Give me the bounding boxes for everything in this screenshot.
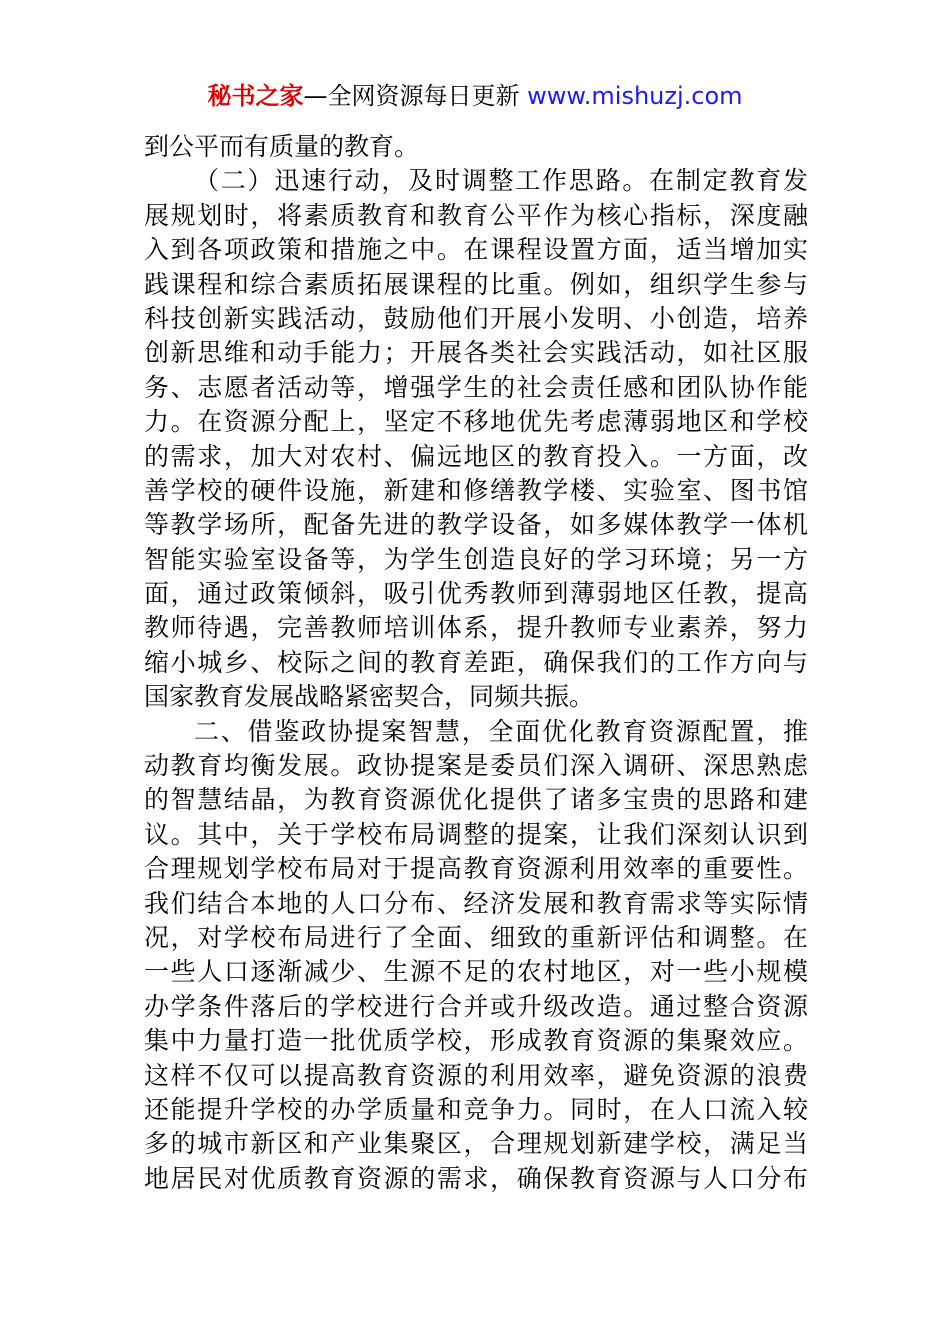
text-line: 合理规划学校布局对于提高教育资源利用效率的重要性。 (144, 854, 808, 884)
page-header (0, 80, 950, 112)
text-line: 办学条件落后的学校进行合并或升级改造。通过整合资源 (144, 991, 808, 1021)
text-line: 还能提升学校的办学质量和竞争力。同时，在人口流入较 (144, 1094, 808, 1124)
text-line: 的需求，加大对农村、偏远地区的教育投入。一方面，改 (144, 441, 808, 471)
text-line: 动教育均衡发展。政协提案是委员们深入调研、深思熟虑 (144, 751, 808, 781)
text-line: 务、志愿者活动等，增强学生的社会责任感和团队协作能 (144, 372, 808, 402)
text-line: 入到各项政策和措施之中。在课程设置方面，适当增加实 (144, 235, 808, 265)
text-line: 我们结合本地的人口分布、经济发展和教育需求等实际情 (144, 888, 808, 918)
text-line: 议。其中，关于学校布局调整的提案，让我们深刻认识到 (144, 819, 808, 849)
header-url-link[interactable]: www.mishuzj.com (527, 82, 743, 110)
text-line: 践课程和综合素质拓展课程的比重。例如，组织学生参与 (144, 269, 808, 299)
text-line: 展规划时，将素质教育和教育公平作为核心指标，深度融 (144, 200, 808, 230)
text-line: （二）迅速行动，及时调整工作思路。在制定教育发 (194, 166, 808, 196)
text-line: 智能实验室设备等，为学生创造良好的学习环境；另一方 (144, 544, 808, 574)
section-heading-line: 二、借鉴政协提案智慧，全面优化教育资源配置，推 (194, 716, 808, 746)
header-tagline: —全网资源每日更新 (303, 82, 528, 110)
text-line: 教师待遇，完善教师培训体系，提升教师专业素养，努力 (144, 613, 808, 643)
text-line: 力。在资源分配上，坚定不移地优先考虑薄弱地区和学校 (144, 407, 808, 437)
text-line: 善学校的硬件设施，新建和修缮教学楼、实验室、图书馆 (144, 475, 808, 505)
text-line: 科技创新实践活动，鼓励他们开展小发明、小创造，培养 (144, 303, 808, 333)
text-line: 等教学场所，配备先进的教学设备，如多媒体教学一体机 (144, 510, 808, 540)
text-line: 集中力量打造一批优质学校，形成教育资源的集聚效应。 (144, 1026, 808, 1056)
document-body (144, 130, 808, 1196)
text-line: 地居民对优质教育资源的需求，确保教育资源与人口分布 (144, 1163, 808, 1193)
text-line: 一些人口逐渐减少、生源不足的农村地区，对一些小规模 (144, 957, 808, 987)
text-line: 面，通过政策倾斜，吸引优秀教师到薄弱地区任教，提高 (144, 579, 808, 609)
text-line: 创新思维和动手能力；开展各类社会实践活动，如社区服 (144, 338, 808, 368)
text-line: 的智慧结晶，为教育资源优化提供了诸多宝贵的思路和建 (144, 785, 808, 815)
brand-name: 秘书之家 (207, 82, 304, 110)
text-line: 国家教育发展战略紧密契合，同频共振。 (144, 682, 595, 712)
text-line: 缩小城乡、校际之间的教育差距，确保我们的工作方向与 (144, 647, 808, 677)
text-line: 况，对学校布局进行了全面、细致的重新评估和调整。在 (144, 922, 808, 952)
text-line: 到公平而有质量的教育。 (144, 132, 420, 161)
text-line: 多的城市新区和产业集聚区，合理规划新建学校，满足当 (144, 1129, 808, 1159)
text-line: 这样不仅可以提高教育资源的利用效率，避免资源的浪费 (144, 1060, 808, 1090)
